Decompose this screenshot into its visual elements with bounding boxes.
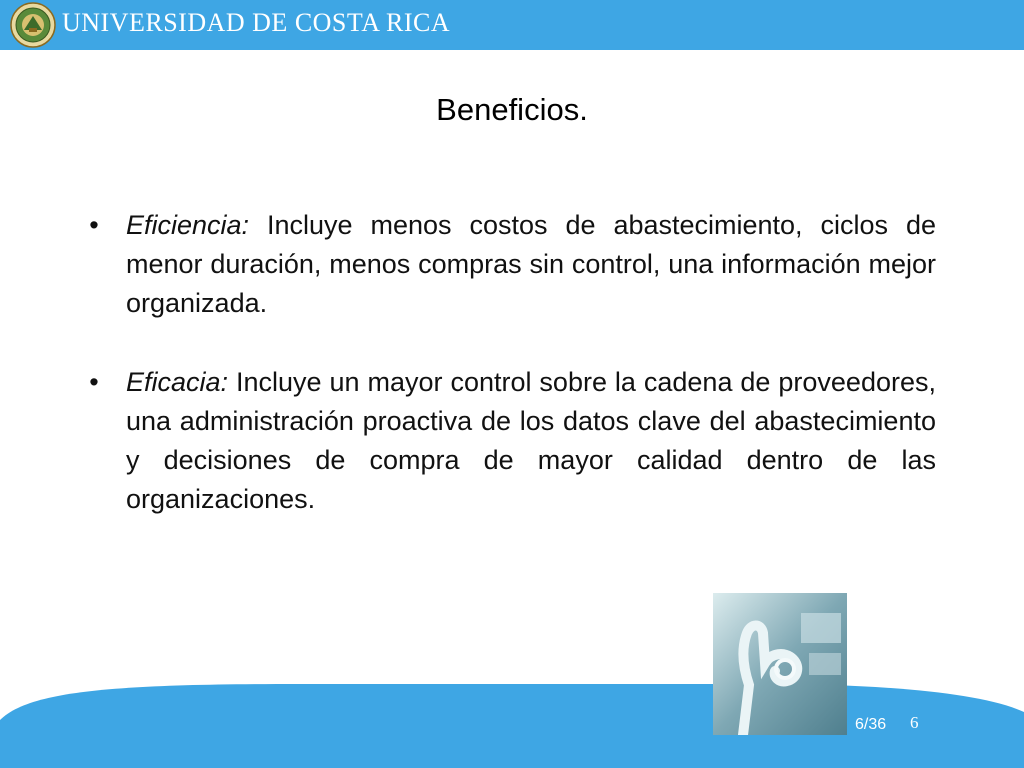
bullet-eficacia <box>84 363 936 519</box>
page-number: 6 <box>910 713 919 732</box>
header-bar <box>0 0 1024 50</box>
bullet-marker: • <box>89 210 99 240</box>
slide-title: Beneficios. <box>436 92 588 127</box>
bullet-eficiencia <box>84 206 936 323</box>
slide-counter: 6/36 <box>855 716 887 733</box>
bullet-text: Incluye menos costos de abastecimiento, ciclos de menor duración, menos compras sin control, una información mejor organizada. <box>126 210 936 318</box>
institution-name: UNIVERSIDAD DE COSTA RICA <box>62 8 451 37</box>
bullet-marker: • <box>89 367 99 397</box>
university-seal-icon <box>10 2 56 48</box>
hand-ok-photo <box>713 593 847 735</box>
bullet-term: Eficacia: <box>126 367 229 397</box>
bullet-text: Incluye un mayor control sobre la cadena de proveedores, una administración proactiva de los datos clave del abastecimiento y decisiones de compra de mayor calidad dentro de las organizaciones. <box>126 367 936 514</box>
bullet-list <box>84 206 936 559</box>
bullet-term: Eficiencia: <box>126 210 250 240</box>
